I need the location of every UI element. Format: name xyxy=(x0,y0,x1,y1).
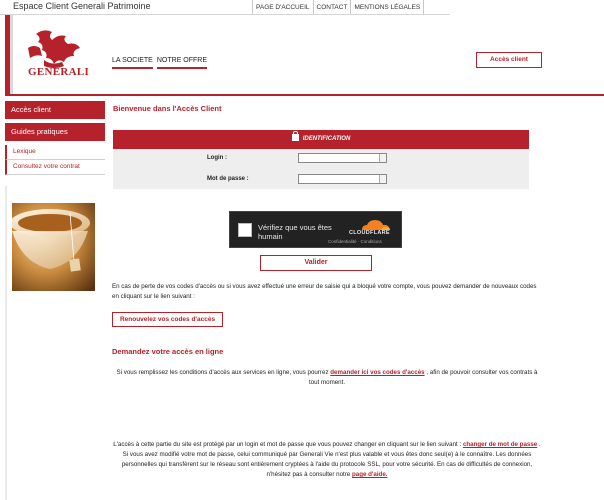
identification-title: IDENTIFICATION xyxy=(302,136,351,142)
page-title: Bienvenue dans l'Accès Client xyxy=(113,104,222,113)
sidebar-item-lexique[interactable]: Lexique xyxy=(5,145,105,160)
tea-cup-photo xyxy=(12,203,95,291)
top-bar xyxy=(0,0,604,15)
request-text-1: Si vous remplissez les conditions d'accès aux services en ligne, vous pourrez xyxy=(116,369,329,376)
cloudflare-brand: CLOUDFLARE xyxy=(349,230,390,236)
valider-button[interactable]: Valider xyxy=(260,255,372,271)
site-title: Espace Client Generali Patrimoine xyxy=(13,1,151,11)
login-input[interactable] xyxy=(298,153,387,163)
cloudflare-captcha xyxy=(229,211,402,248)
footer-text-1: L'accès à cette partie du site est protégé par un login et mot de passe que vous pouvez changer en cliquant sur le lien suivant : xyxy=(113,441,462,448)
login-label: Login : xyxy=(207,155,227,161)
change-password-link[interactable]: changer de mot de passe xyxy=(462,441,538,448)
footer-paragraph xyxy=(112,440,542,480)
request-text-2: , afin de pouvoir consulter vos contrats à tout moment. xyxy=(308,369,538,386)
request-access-paragraph xyxy=(112,368,542,388)
footer-text-2: . Si vous avez modifié votre mot de passe, celui communiqué par Generali Vie n'est plus valable et vous êtes donc seul(e) à le connaître. Les données personnelles qui transfèrent sur le réseau sont entièrement cryptées à l'aide du protocole SSL, pour votre sécurité. En cas de difficultés de connexion, n'hésitez pas à consulter notre xyxy=(121,441,541,478)
sidebar-item-guides-pratiques[interactable]: Guides pratiques xyxy=(5,123,105,141)
nav-la-societe[interactable]: LA SOCIETE xyxy=(112,57,153,69)
legal-link[interactable]: MENTIONS LÉGALES xyxy=(350,0,424,14)
captcha-links[interactable]: Confidentialité · Conditions xyxy=(328,239,382,244)
nav-notre-offre[interactable]: NOTRE OFFRE xyxy=(157,57,207,69)
captcha-text: Vérifiez que vous êtes humain xyxy=(258,223,332,241)
request-codes-link[interactable]: demander ici vos codes d'accès xyxy=(330,369,425,376)
sidebar-stripe xyxy=(5,186,7,500)
header-divider xyxy=(5,94,604,96)
renew-codes-button[interactable]: Renouvelez vos codes d'accès xyxy=(112,312,223,327)
password-input[interactable] xyxy=(298,174,387,184)
home-link[interactable]: PAGE D'ACCUEIL xyxy=(252,0,313,14)
sidebar xyxy=(5,101,105,175)
captcha-checkbox[interactable] xyxy=(238,223,252,237)
acces-client-button[interactable]: Accès client xyxy=(476,52,542,68)
sidebar-item-consultez-contrat[interactable]: Consultez votre contrat xyxy=(5,160,105,175)
sidebar-item-acces-client[interactable]: Accès client xyxy=(5,101,105,119)
logo-text: GENERALI xyxy=(28,66,90,78)
contact-link[interactable]: CONTACT xyxy=(313,0,351,14)
password-label: Mot de passe : xyxy=(207,176,249,182)
header-grey-stripe xyxy=(10,15,13,94)
lost-codes-text: En cas de perte de vos codes d'accès ou si vous avez effectué une erreur de saisie qui a bloqué votre compte, vous pouvez demander de nouveaux codes en cliquant sur le lien suivant : xyxy=(112,283,537,300)
top-links xyxy=(252,0,424,14)
request-access-title: Demandez votre accès en ligne xyxy=(112,347,224,356)
lock-icon xyxy=(292,134,299,141)
main-nav xyxy=(112,57,207,69)
login-form xyxy=(113,149,529,189)
identification-bar xyxy=(113,130,529,149)
help-page-link[interactable]: page d'aide. xyxy=(351,471,388,478)
